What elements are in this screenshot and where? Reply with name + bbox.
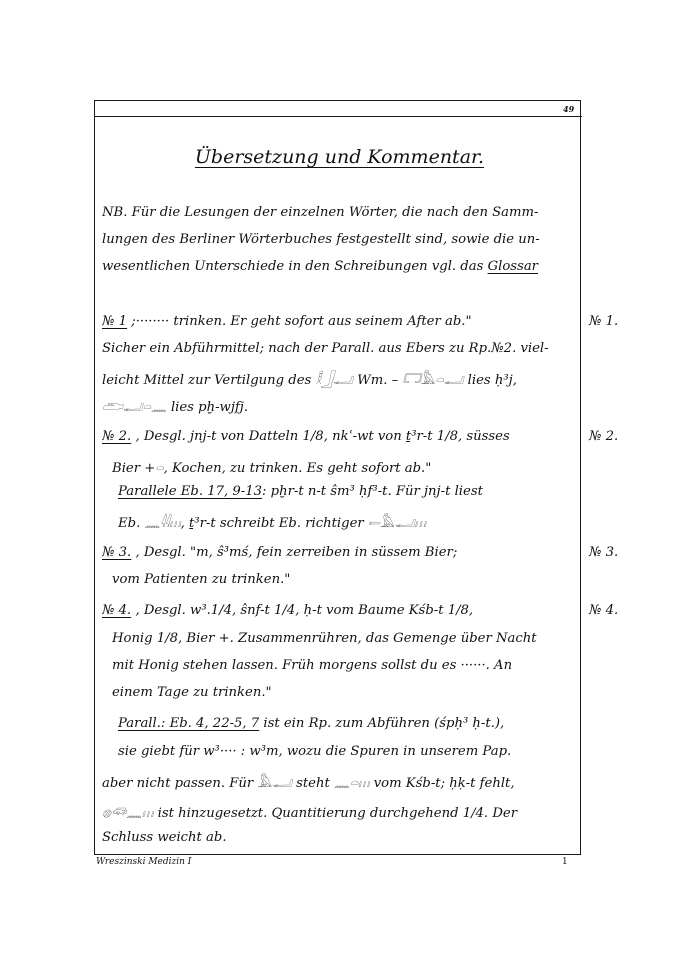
footer-sheet-number: 1 bbox=[562, 857, 568, 867]
glossar-link[interactable]: Glossar bbox=[487, 259, 538, 274]
page-title-text: Übersetzung und Kommentar. bbox=[194, 146, 485, 168]
note-line bbox=[102, 259, 580, 274]
entry-4-label: № 4. bbox=[102, 603, 132, 618]
entry-4-line: Honig 1/8, Bier +. Zusammenrühren, das Gemenge über Nacht bbox=[112, 631, 537, 646]
entry-4-line bbox=[102, 603, 580, 618]
entry-4-text: , Desgl. w³.1/4, ŝnf-t 1/4, ḥ-t vom Baume Kśb-t 1/8, bbox=[131, 603, 474, 618]
entry-3-margin-label: № 3. bbox=[589, 545, 619, 560]
entry-3-line bbox=[102, 545, 580, 560]
entry-2-parallel-label: Parallele Eb. 17, 9-13 bbox=[118, 484, 263, 499]
entry-3-text: , Desgl. "m, ŝ³mś, fein zerreiben in süssem Bier; bbox=[131, 545, 458, 560]
entry-2-parallel-text: : pḫr-t n-t ŝm³ ḥf³-t. Für jnj-t liest bbox=[262, 484, 483, 499]
note-line-text: wesentlichen Unterschiede in den Schreibungen vgl. das bbox=[102, 259, 484, 274]
entry-2-margin-label: № 2. bbox=[589, 429, 619, 444]
entry-3-label: № 3. bbox=[102, 545, 132, 560]
entry-4-parallel-line: sie giebt für w³···· : w³m, wozu die Spuren in unserem Pap. bbox=[118, 744, 512, 759]
entry-4-parallel-line bbox=[118, 716, 596, 731]
entry-4-parallel-line: aber nicht passen. Für 𓅓𓂝 steht 𓈖𓏏𓏥 vom Kśb-t; ḥḳ-t fehlt, bbox=[102, 776, 515, 791]
entry-4-parallel-text: ist ein Rp. zum Abführen (śpḥ³ ḥ-t.), bbox=[259, 716, 505, 731]
entry-1-margin-label: № 1. bbox=[589, 314, 619, 329]
page-number: 49 bbox=[563, 104, 575, 114]
entry-2-text: , Desgl. jnj-t von Datteln 1/8, nkʿ-wt von ṯ³r-t 1/8, süsses bbox=[131, 429, 510, 444]
entry-3-line: vom Patienten zu trinken." bbox=[112, 572, 291, 587]
note-line: NB. Für die Lesungen der einzelnen Wörter, die nach den Samm- bbox=[102, 205, 539, 220]
footer-source: Wreszinski Medizin I bbox=[96, 857, 192, 867]
entry-1-line: leicht Mittel zur Vertilgung des 𓎛𓃀𓂝 Wm. – 𓉐𓅓𓏏𓂝 lies ḥ³j, bbox=[102, 373, 517, 388]
entry-1-label: № 1 bbox=[102, 314, 128, 329]
entry-4-line: mit Honig stehen lassen. Früh morgens sollst du es ······. An bbox=[112, 658, 513, 673]
entry-4-line: einem Tage zu trinken." bbox=[112, 685, 272, 700]
entry-4-margin-label: № 4. bbox=[589, 603, 619, 618]
page-title bbox=[0, 146, 679, 168]
entry-4-parallel-line: Schluss weicht ab. bbox=[102, 830, 227, 845]
entry-1-line: 𓂧𓂝𓏏𓈖 lies pḫ-wjfj. bbox=[102, 400, 249, 415]
entry-1-text: ;········ trinken. Er geht sofort aus seinem After ab." bbox=[127, 314, 472, 329]
entry-2-label: № 2. bbox=[102, 429, 132, 444]
entry-4-parallel-label: Parall.: Eb. 4, 22-5, 7 bbox=[118, 716, 260, 731]
entry-2-parallel-line: Eb. 𓈖𓇋𓇋𓏥, ṯ³r-t schreibt Eb. richtiger 𓍿𓅓𓂝𓏥 bbox=[118, 516, 426, 531]
header-rule bbox=[94, 116, 582, 117]
entry-1-line bbox=[102, 314, 580, 329]
note-line: lungen des Berliner Wörterbuches festgestellt sind, sowie die un- bbox=[102, 232, 540, 247]
entry-2-line bbox=[102, 429, 580, 444]
entry-1-line: Sicher ein Abführmittel; nach der Parall. aus Ebers zu Rp.№2. viel- bbox=[102, 341, 549, 356]
entry-4-parallel-line: 𓊖𓆛𓈖𓏥 ist hinzugesetzt. Quantitierung durchgehend 1/4. Der bbox=[102, 806, 517, 821]
entry-2-line: Bier +𓏏, Kochen, zu trinken. Es geht sofort ab." bbox=[112, 461, 432, 476]
entry-2-parallel-line bbox=[118, 484, 596, 499]
